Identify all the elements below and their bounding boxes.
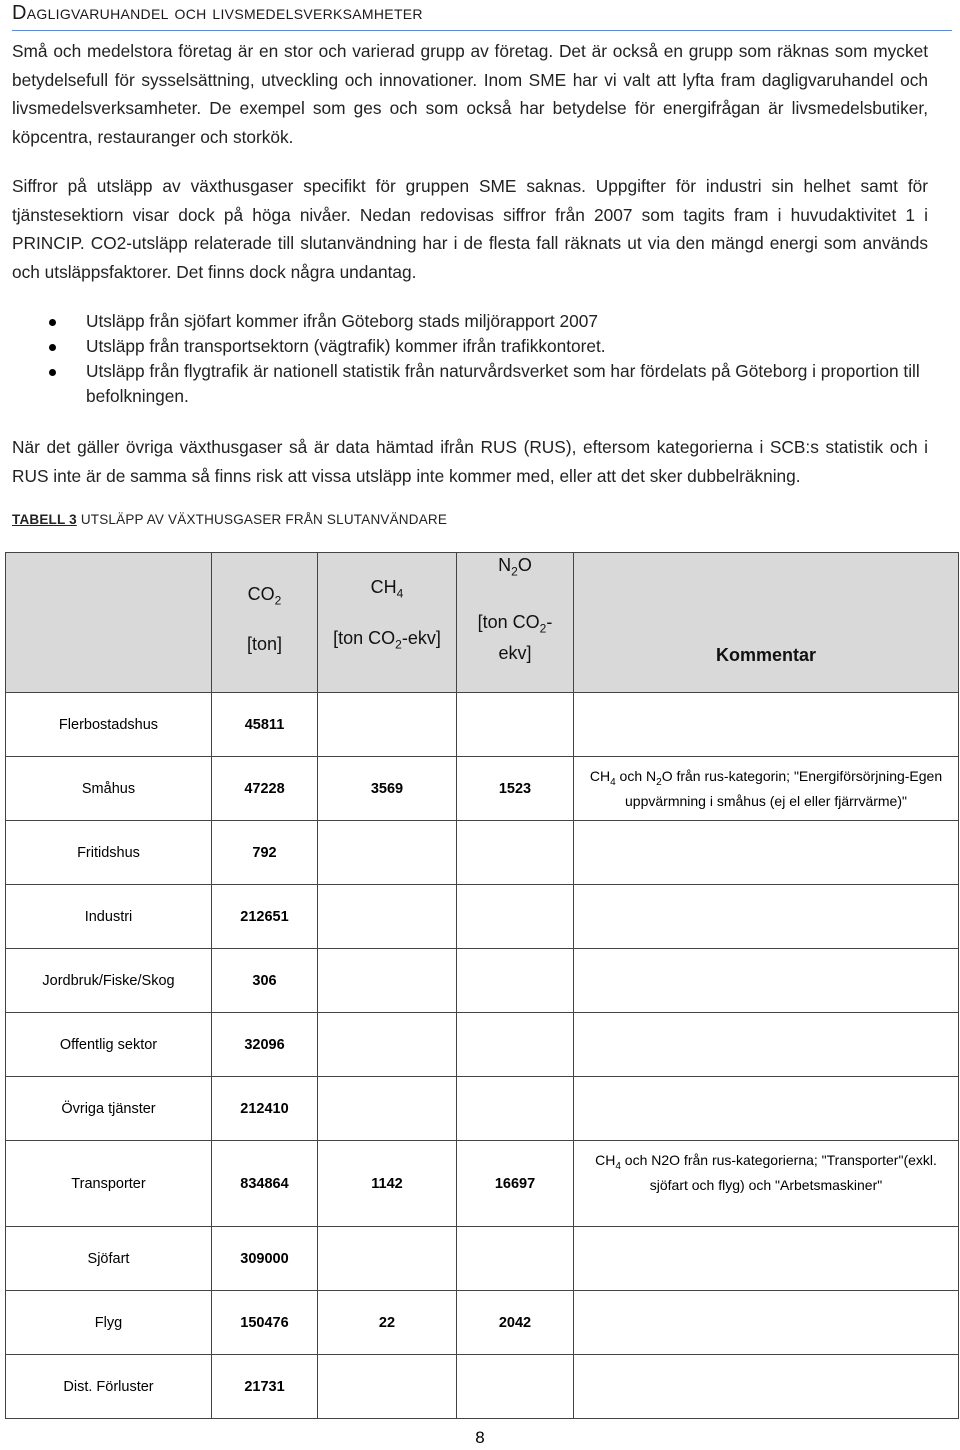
row-ch4: 3569 — [318, 757, 457, 821]
table-row — [6, 821, 959, 885]
row-n2o — [457, 1227, 574, 1291]
row-comment — [574, 1077, 959, 1141]
row-name: Småhus — [6, 757, 212, 821]
row-n2o: 2042 — [457, 1291, 574, 1355]
row-n2o — [457, 1077, 574, 1141]
row-ch4 — [318, 949, 457, 1013]
row-co2: 150476 — [212, 1291, 318, 1355]
row-n2o — [457, 1013, 574, 1077]
source-bullet-list — [12, 309, 928, 409]
row-co2: 21731 — [212, 1355, 318, 1419]
bullet-item: Utsläpp från sjöfart kommer ifrån Göteborg stads miljörapport 2007 — [12, 309, 928, 334]
table-row — [6, 1141, 959, 1227]
header-empty — [6, 553, 212, 693]
row-name: Dist. Förluster — [6, 1355, 212, 1419]
table-row — [6, 949, 959, 1013]
bullet-item: Utsläpp från transportsektorn (vägtrafik) kommer ifrån trafikkontoret. — [12, 334, 928, 359]
row-co2: 306 — [212, 949, 318, 1013]
table-header-row — [6, 553, 959, 693]
row-comment — [574, 885, 959, 949]
row-name: Jordbruk/Fiske/Skog — [6, 949, 212, 1013]
row-co2: 212410 — [212, 1077, 318, 1141]
row-ch4: 22 — [318, 1291, 457, 1355]
row-ch4 — [318, 1355, 457, 1419]
row-co2: 792 — [212, 821, 318, 885]
bullet-icon — [49, 319, 56, 326]
row-n2o — [457, 885, 574, 949]
row-comment — [574, 821, 959, 885]
row-comment: $CH_4$ och N2O från rus-kategorierna; "Transporter"(exkl. sjöfart och flyg) och "Arbetsmaskiner" — [574, 1141, 959, 1227]
row-name: Sjöfart — [6, 1227, 212, 1291]
row-n2o — [457, 949, 574, 1013]
row-ch4 — [318, 1227, 457, 1291]
row-comment — [574, 1355, 959, 1419]
row-name: Transporter — [6, 1141, 212, 1227]
row-name: Övriga tjänster — [6, 1077, 212, 1141]
row-ch4 — [318, 1013, 457, 1077]
bullet-icon — [49, 369, 56, 376]
row-co2: 32096 — [212, 1013, 318, 1077]
table-row — [6, 1291, 959, 1355]
row-n2o — [457, 693, 574, 757]
row-co2: 45811 — [212, 693, 318, 757]
row-n2o — [457, 1355, 574, 1419]
header-ch4: $CH_4$ [ton $CO_2-ekv$] — [318, 553, 457, 693]
page-number: 8 — [475, 1428, 485, 1447]
row-ch4: 1142 — [318, 1141, 457, 1227]
row-comment — [574, 949, 959, 1013]
row-ch4 — [318, 885, 457, 949]
table-row — [6, 1355, 959, 1419]
row-comment — [574, 1291, 959, 1355]
row-n2o: 16697 — [457, 1141, 574, 1227]
table-caption — [12, 512, 447, 527]
row-ch4 — [318, 821, 457, 885]
row-name: Fritidshus — [6, 821, 212, 885]
row-name: Offentlig sektor — [6, 1013, 212, 1077]
table-row — [6, 1077, 959, 1141]
row-comment — [574, 693, 959, 757]
row-comment: $CH_4$ och $N_2O$ från rus-kategorin; "Energiförsörjning-Egen uppvärmning i småhus (ej el eller fjärrvärme)" — [574, 757, 959, 821]
row-name: Industri — [6, 885, 212, 949]
row-comment — [574, 1013, 959, 1077]
row-co2: 47228 — [212, 757, 318, 821]
section-heading: Dagligvaruhandel och livsmedelsverksamheter — [12, 0, 952, 31]
row-ch4 — [318, 693, 457, 757]
table-row — [6, 693, 959, 757]
header-co2: $CO_2$ [ton] — [212, 553, 318, 693]
table-caption-text: UTSLÄPP AV VÄXTHUSGASER FRÅN SLUTANVÄNDARE — [80, 512, 448, 527]
intro-paragraph: Små och medelstora företag är en stor och varierad grupp av företag. Det är också en grupp som räknas som mycket betydelsefull för sysselsättning, utveckling och innovationer. Inom SME har vi valt att lyfta fram dagligvaruhandel och livsmedelsverksamheter. De exempel som ges och som också har betydelse för energifrågan är livsmedelsbutiker, köpcentra, restauranger och storkök. — [12, 41, 928, 147]
table-row — [6, 885, 959, 949]
row-co2: 212651 — [212, 885, 318, 949]
row-name: Flyg — [6, 1291, 212, 1355]
bullet-icon — [49, 344, 56, 351]
emissions-paragraph: Siffror på utsläpp av växthusgaser specifikt för gruppen SME saknas. Uppgifter för industri sin helhet samt för tjänstesektiorn visar dock på höga nivåer. Nedan redovisas siffror från 2007 som tagits fram i huvudaktivitet 1 i PRINCIP. CO2-utsläpp relaterade till slutanvändning har i de flesta fall räknats ut via den mängd energi som används och utsläppsfaktorer. Det finns dock några undantag. — [12, 176, 928, 282]
row-co2: 834864 — [212, 1141, 318, 1227]
row-ch4 — [318, 1077, 457, 1141]
row-n2o: 1523 — [457, 757, 574, 821]
row-co2: 309000 — [212, 1227, 318, 1291]
table-row — [6, 1227, 959, 1291]
table-row — [6, 1013, 959, 1077]
row-comment — [574, 1227, 959, 1291]
table-caption-label: TABELL 3 — [12, 512, 77, 527]
bullet-item: Utsläpp från flygtrafik är nationell statistik från naturvårdsverket som har fördelats på Göteborg i proportion till befolkningen. — [12, 359, 928, 409]
row-n2o — [457, 821, 574, 885]
rus-paragraph: När det gäller övriga växthusgaser så är data hämtad ifrån RUS (RUS), eftersom kategorierna i SCB:s statistik och i RUS inte är de samma så finns risk att vissa utsläpp inte kommer med, eller att det sker dubbelräkning. — [12, 437, 928, 486]
emissions-table — [5, 552, 959, 1419]
row-name: Flerbostadshus — [6, 693, 212, 757]
header-n2o: $N_2O$ [ton $CO_2-$ ekv] — [457, 553, 574, 693]
table-row — [6, 757, 959, 821]
header-comment: Kommentar — [574, 553, 959, 693]
